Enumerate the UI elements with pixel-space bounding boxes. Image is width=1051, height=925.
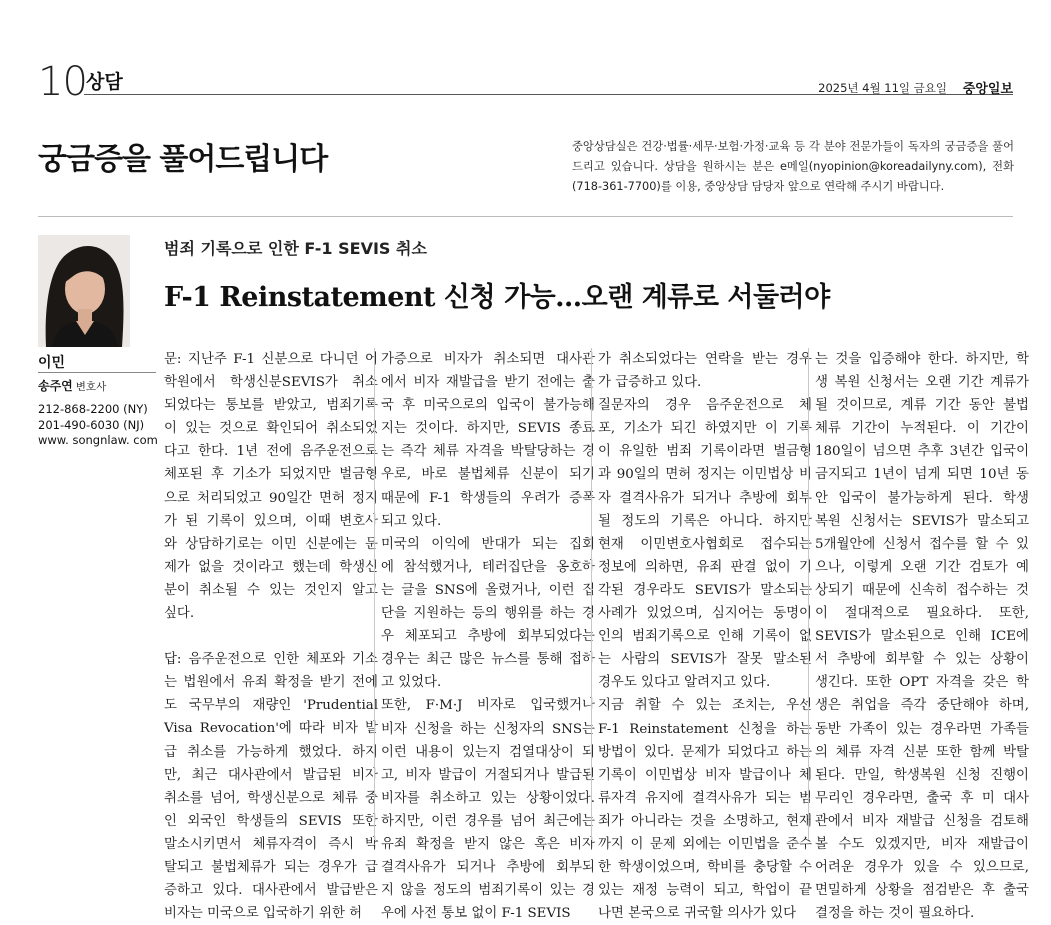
article-line: 지는 것이다. 하지만, SEVIS 종료	[381, 421, 595, 437]
article-line: 만, 최근 대사관에서 발급된 비자	[164, 767, 378, 783]
article-line: 가증으로 비자가 취소되면 대사관	[381, 352, 595, 367]
article-line: 각된 경우라도 SEVIS가 말소되는	[598, 582, 812, 598]
article-line: 생은 취업을 즉각 중단해야 하며,	[815, 698, 1029, 714]
article-line: 정보에 의하면, 유죄 판결 없이 기	[598, 559, 812, 575]
column-title: 궁금증을 풀어드립니다	[38, 142, 328, 177]
article-line: 생 복원 신청서는 오랜 기간 계류가	[815, 375, 1029, 391]
article-line: 무리인 경우라면, 출국 후 미 대사	[815, 790, 1029, 806]
article-line: 경우도 있다고 알려지고 있다.	[598, 675, 771, 691]
article-line: F-1 Reinstatement 신청을 하는	[598, 721, 812, 737]
article-line: 가 취소되었다는 연락을 받는 경우	[598, 352, 812, 367]
column-divider	[808, 348, 809, 840]
article-line: 안 입국이 불가능하게 된다. 학생	[815, 490, 1029, 506]
article-line: 생긴다. 또한 OPT 자격을 갖은 학	[815, 675, 1029, 691]
website-link[interactable]: www. songnlaw. com	[38, 433, 158, 447]
article-line: 5개월안에 신청서 접수를 할 수 있	[815, 536, 1029, 552]
article-line: 싶다.	[164, 606, 195, 622]
article-line: 되었다는 통보를 받았고, 범죄기록	[164, 398, 378, 414]
article-line: 한 학생이었으며, 학비를 충당할 수	[598, 860, 812, 876]
article-line: 사례가 있었으며, 심지어는 동명이	[598, 606, 812, 622]
article-line: 에 참석했거나, 테러집단을 옹호하	[381, 559, 595, 575]
article-line: 문: 지난주 F-1 신분으로 다니던 어	[164, 352, 378, 367]
article-line: 이 유일한 범죄 기록이라면 벌금형	[598, 444, 812, 460]
article-line: 이 절대적으로 필요하다. 또한,	[815, 606, 1029, 622]
article-line: 취소를 넘어, 학생신분으로 체류 중	[164, 790, 378, 806]
article-line: 제가 없을 것이라고 했는데 학생신	[164, 559, 378, 575]
article-line: 죄가 아니라는 것을 소명하고, 현재	[598, 813, 812, 829]
article-line: 까지 이 문제 외에는 이민법을 준수	[598, 836, 812, 852]
lawyer-title: 변호사	[75, 381, 107, 393]
author-photo	[38, 235, 130, 347]
lawyer-name-text: 송주연	[38, 379, 73, 393]
article-line: 급 취소를 가능하게 했었다. 하지	[164, 744, 378, 760]
article-line: 180일이 넘으면 추후 3년간 입국이	[815, 444, 1029, 460]
article-line: 자 결격사유가 되거나 추방에 회부	[598, 490, 812, 506]
column-intro: 중앙상담실은 건강·법률·세무·보험·가정·교육 등 각 분야 전문가들이 독자의 궁금증을 풀어드리고 있습니다. 상담을 원하시는 분은 e메일(nyopinion@koreadailyny.com), 전화(718-361-7700)를 이용, 중앙상담 담당자 앞으로 연락해 주시기 바랍니다.	[572, 140, 1014, 193]
header-divider	[38, 216, 1013, 217]
article-line: 경우는 최근 많은 뉴스를 통해 접하	[381, 652, 595, 668]
article-line: 유죄 확정을 받지 않은 혹은 비자	[381, 836, 595, 852]
article-line: 동반 가족이 있는 경우라면 가족들	[815, 721, 1029, 737]
article-line: 는 것을 입증해야 한다. 하지만, 학	[815, 352, 1029, 367]
article-line: 으로 처리되었고 90일간 면허 정지	[164, 490, 378, 506]
article-line: 증하고 있다. 대사관에서 발급받은	[164, 883, 378, 899]
article-line: 된다. 만일, 학생복원 신청 진행이	[815, 767, 1029, 783]
article-line: SEVIS가 말소된으로 인해 ICE에	[815, 629, 1029, 645]
article-headline: F-1 Reinstatement 신청 가능…오랜 계류로 서둘러야	[164, 282, 830, 313]
article-line: 있는 재정 능력이 되고, 학업이 끝	[598, 883, 812, 899]
article-line: 우로, 바로 불법체류 신분이 되기	[381, 467, 595, 483]
article-line: 말소시키면서 체류자격이 즉시 박	[164, 836, 378, 852]
article-line: 인 외국인 학생들의 SEVIS 또한	[164, 813, 378, 829]
article-line: 학원에서 학생신분SEVIS가 취소	[164, 375, 378, 391]
article-line: 의 체류 자격 신분 또한 함께 박탈	[815, 744, 1029, 760]
contact-info	[38, 402, 158, 449]
article-line: 탈되고 불법체류가 되는 경우가 급	[164, 859, 378, 875]
article-line: 과 90일의 면허 정지는 이민법상 비	[598, 467, 812, 483]
lawyer-name	[38, 377, 106, 394]
article-line: 비자를 취소하고 있는 상황이었다.	[381, 790, 595, 806]
article-line: 고, 비자 발급이 거절되거나 발급된	[381, 767, 595, 783]
article-line: 방법이 있다. 문제가 되었다고 하는	[598, 744, 812, 760]
article-line: 으나, 이렇게 오랜 기간 검토가 예	[815, 559, 1029, 575]
column-divider	[591, 348, 592, 840]
article-line: 면밀하게 상황을 점검받은 후 출국	[815, 883, 1029, 899]
article-line: 가 된 기록이 있으며, 이때 변호사	[164, 513, 378, 529]
article-line: 다고 한다. 1년 전에 음주운전으로	[164, 444, 378, 460]
article-line: 포, 기소가 되긴 하였지만 이 기록	[598, 421, 812, 437]
paragraph-gap	[164, 625, 378, 648]
article-line: 현재 이민변호사협회로 접수되는	[598, 536, 812, 552]
newspaper-logo: 중앙일보	[962, 82, 1013, 97]
article-line: 는 글을 SNS에 올렸거나, 이런 집	[381, 582, 595, 598]
article-line: 체포된 후 기소가 되었지만 벌금형	[164, 467, 378, 483]
issue-date: 2025년 4월 11일 금요일	[818, 81, 947, 95]
article-column-4	[815, 348, 1029, 925]
article-line: 분이 취소될 수 있는 것인지 알고	[164, 582, 378, 598]
article-line: 이 있는 것으로 확인되어 취소되었	[164, 421, 378, 437]
article-line: 될 것이므로, 계류 기간 동안 불법	[815, 398, 1029, 414]
article-line: 답: 음주운전으로 인한 체포와 기소	[164, 652, 378, 668]
page-number: 10	[38, 59, 87, 105]
article-line: 금지되고 1년이 넘게 되면 10년 동	[815, 467, 1029, 483]
article-column-1	[164, 348, 378, 925]
article-line: 결정을 하는 것이 필요하다.	[815, 906, 975, 922]
phone-nj: 201-490-6030 (NJ)	[38, 417, 145, 432]
section-name: 상담	[86, 71, 123, 93]
article-line: 될 정도의 기록은 아니다. 하지만	[598, 513, 812, 529]
article-line: 어려운 경우가 있을 수 있으므로,	[815, 860, 1029, 876]
article-line: 이런 내용이 있는지 검열대상이 되	[381, 744, 595, 760]
author-category: 이민	[38, 355, 66, 371]
article-line: 우에 사전 통보 없이 F-1 SEVIS	[381, 906, 571, 922]
article-line: 비자 신청을 하는 신청자의 SNS는	[381, 721, 595, 737]
article-line: 하지만, 이런 경우를 넘어 최근에는	[381, 813, 595, 829]
article-line: 도 국무부의 재량인 'Prudential	[164, 698, 378, 714]
article-line: 볼 수도 있겠지만, 비자 재발급이	[815, 836, 1029, 852]
article-line: 비자는 미국으로 입국하기 위한 허	[164, 906, 363, 922]
article-line: 류자격 유지에 결격사유가 되는 범	[598, 790, 812, 806]
article-line: 고 있었다.	[381, 675, 442, 691]
article-line: 체류 기간이 누적된다. 이 기간이	[815, 421, 1029, 437]
article-line: 지금 취할 수 있는 조치는, 우선	[598, 698, 812, 714]
article-line: 복원 신청서는 SEVIS가 말소되고	[815, 513, 1029, 529]
article-line: 기록이 이민법상 비자 발급이나 체	[598, 767, 812, 783]
article-line: 때문에 F-1 학생들의 우려가 증폭	[381, 490, 595, 506]
article-line: 상되기 때문에 신속히 접수하는 것	[815, 582, 1029, 598]
article-line: 또한, F·M·J 비자로 입국했거나	[381, 698, 595, 714]
article-line: 관에서 비자 재발급 신청을 검토해	[815, 813, 1029, 829]
article-line: 가 급증하고 있다.	[598, 375, 702, 391]
article-line: 인의 범죄기록으로 인해 기록이 없	[598, 629, 812, 645]
article-line: 질문자의 경우 음주운전으로 체	[598, 398, 812, 414]
article-line: 지 않을 정도의 범죄기록이 있는 경	[381, 883, 595, 899]
author-rule	[38, 372, 156, 373]
article-line: 단을 지원하는 등의 행위를 하는 경	[381, 606, 595, 622]
article-line: 우 체포되고 추방에 회부되었다는	[381, 629, 595, 645]
article-line: Visa Revocation'에 따라 비자 발	[164, 721, 378, 737]
article-line: 에서 비자 재발급을 받기 전에는 출	[381, 375, 595, 391]
article-subtitle: 범죄 기록으로 인한 F-1 SEVIS 취소	[164, 239, 427, 258]
article-column-2	[381, 348, 595, 925]
article-line: 는 즉각 체류 자격을 박탈당하는 경	[381, 444, 595, 460]
article-line: 나면 본국으로 귀국할 의사가 있다	[598, 906, 797, 922]
article-line: 미국의 이익에 반대가 되는 집회	[381, 536, 595, 552]
article-line: 국 후 미국으로의 입국이 불가능해	[381, 398, 595, 414]
article-column-3	[598, 348, 812, 925]
phone-ny: 212-868-2200 (NY)	[38, 402, 148, 416]
article-line: 와 상담하기로는 이민 신분에는 문	[164, 536, 378, 552]
article-line: 는 사람의 SEVIS가 잘못 말소된	[598, 652, 812, 668]
article-line: 결격사유가 되거나 추방에 회부되	[381, 860, 595, 876]
column-divider	[374, 348, 375, 840]
article-line: 되고 있다.	[381, 513, 442, 529]
article-line: 서 추방에 회부할 수 있는 상황이	[815, 652, 1029, 668]
article-line: 는 법원에서 유죄 확정을 받기 전에	[164, 675, 378, 691]
